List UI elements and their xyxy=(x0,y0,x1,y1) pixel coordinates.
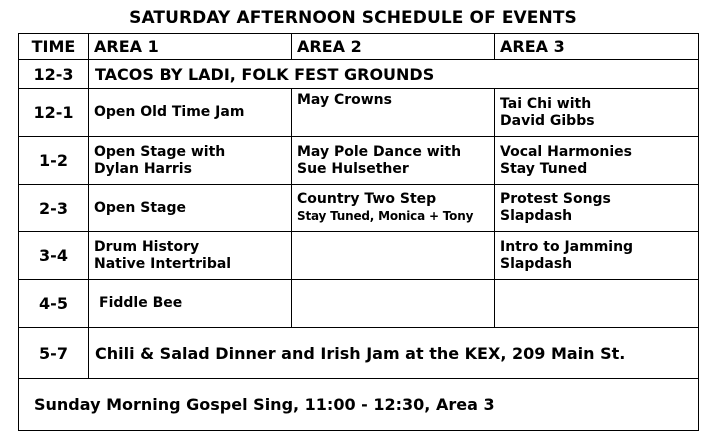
area-1-cell xyxy=(89,89,292,137)
event-line: May Crowns xyxy=(297,92,392,108)
area-3-cell xyxy=(495,232,699,280)
event-line: Vocal Harmonies xyxy=(500,143,632,160)
time-cell: 2-3 xyxy=(19,185,89,232)
schedule-table xyxy=(18,33,699,431)
header-area-3: AREA 3 xyxy=(495,34,699,60)
event-line: Open Stage with xyxy=(94,143,226,160)
schedule-row-12-1 xyxy=(19,89,699,137)
event-line: Dylan Harris xyxy=(94,160,192,177)
header-area-2: AREA 2 xyxy=(292,34,495,60)
event-line: Stay Tuned, Monica + Tony xyxy=(297,209,474,223)
time-cell: 4-5 xyxy=(19,280,89,328)
area-1-cell xyxy=(89,185,292,232)
event-line: Slapdash xyxy=(500,208,573,224)
schedule-row-5-7 xyxy=(19,328,699,379)
time-cell: 3-4 xyxy=(19,232,89,280)
schedule-row-2-3 xyxy=(19,185,699,232)
event-line: Drum History xyxy=(94,238,200,255)
area-2-cell xyxy=(292,137,495,185)
schedule-title: SATURDAY AFTERNOON SCHEDULE OF EVENTS xyxy=(129,8,577,28)
time-cell: 5-7 xyxy=(19,328,89,379)
event-line: Country Two Step xyxy=(297,191,437,207)
event-line: Tai Chi with xyxy=(500,95,592,112)
schedule-row-12-3 xyxy=(19,60,699,89)
event-line: Sue Hulsether xyxy=(297,160,409,177)
tacos-event: TACOS BY LADI, FOLK FEST GROUNDS xyxy=(89,60,699,89)
time-cell: 1-2 xyxy=(19,137,89,185)
event-line: Native Intertribal xyxy=(94,255,232,272)
event-line: Open Old Time Jam xyxy=(94,104,245,120)
event-line: Fiddle Bee xyxy=(99,295,183,311)
header-time: TIME xyxy=(19,34,89,60)
area-1-cell xyxy=(89,232,292,280)
event-line: Protest Songs xyxy=(500,191,611,207)
area-2-cell xyxy=(292,280,495,328)
header-area-1: AREA 1 xyxy=(89,34,292,60)
event-line: Slapdash xyxy=(500,255,573,272)
area-2-cell xyxy=(292,89,495,137)
sunday-event: Sunday Morning Gospel Sing, 11:00 - 12:30, Area 3 xyxy=(19,379,699,431)
event-line: Intro to Jamming xyxy=(500,238,634,255)
area-3-cell xyxy=(495,89,699,137)
area-2-cell xyxy=(292,185,495,232)
time-cell: 12-3 xyxy=(19,60,89,89)
area-3-cell xyxy=(495,185,699,232)
event-line: David Gibbs xyxy=(500,112,595,129)
schedule-row-3-4 xyxy=(19,232,699,280)
area-3-cell xyxy=(495,137,699,185)
event-line: Stay Tuned xyxy=(500,160,588,177)
sunday-row xyxy=(19,379,699,431)
time-cell: 12-1 xyxy=(19,89,89,137)
area-1-cell xyxy=(89,280,292,328)
event-line: May Pole Dance with xyxy=(297,143,462,160)
schedule-row-4-5 xyxy=(19,280,699,328)
area-3-cell xyxy=(495,280,699,328)
dinner-event: Chili & Salad Dinner and Irish Jam at the KEX, 209 Main St. xyxy=(89,328,699,379)
schedule-row-1-2 xyxy=(19,137,699,185)
area-1-cell xyxy=(89,137,292,185)
event-line: Open Stage xyxy=(94,199,186,216)
area-2-cell xyxy=(292,232,495,280)
header-row xyxy=(19,34,699,60)
